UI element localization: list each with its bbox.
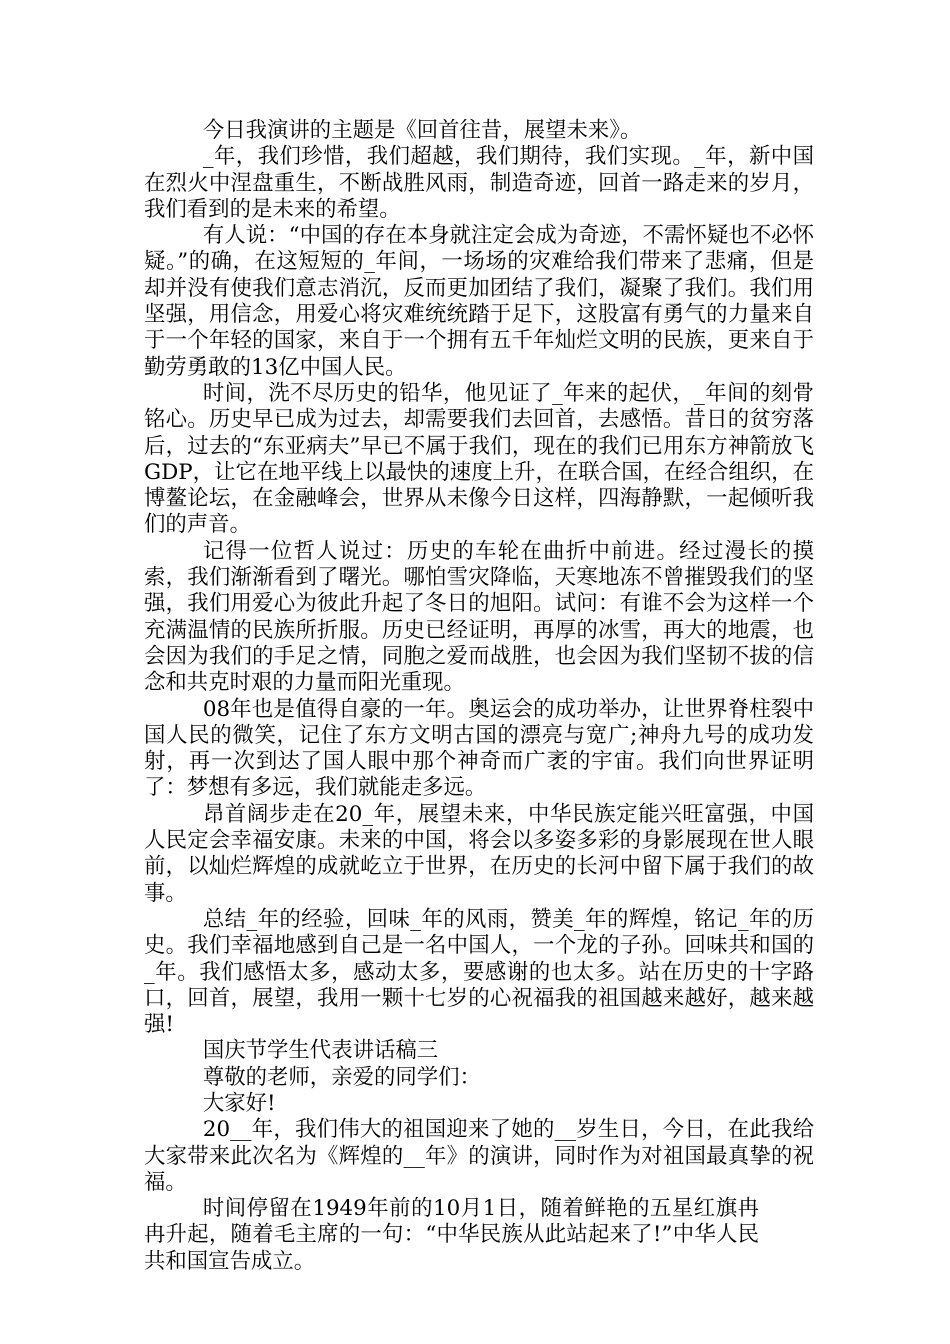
greeting: 大家好! <box>202 1090 276 1116</box>
body-paragraph: 昂首阔步走在20_年，展望未来，中华民族定能兴旺富强，中国人民定会幸福安康。未来的中国，将会以多姿多彩的身影展现在世人眼前，以灿烂辉煌的成就屹立于世界，在历史的长河中留下属于我们的故事。 <box>144 801 814 906</box>
section-heading: 国庆节学生代表讲话稿三 <box>202 1038 439 1064</box>
salutation: 尊敬的老师，亲爱的同学们： <box>202 1064 481 1090</box>
body-paragraph: 有人说：“中国的存在本身就注定会成为奇迹，不需怀疑也不必怀疑。”的确，在这短短的_年间，一场场的灾难给我们带来了悲痛，但是却并没有使我们意志消沉，反而更加团结了我们，凝聚了我们。我们用坚强，用信念，用爱心将灾难统统踏于足下，这股富有勇气的力量来自于一个年轻的国家，来自于一个拥有五千年灿烂文明的民族，更来自于勤劳勇敢的13亿中国人民。 <box>144 223 814 380</box>
body-paragraph: _年，我们珍惜，我们超越，我们期待，我们实现。_年，新中国在烈火中涅盘重生，不断战胜风雨，制造奇迹，回首一路走来的岁月，我们看到的是未来的希望。 <box>144 144 814 222</box>
body-paragraph: 时间，洗不尽历史的铅华，他见证了_年来的起伏，_年间的刻骨铭心。历史早已成为过去，却需要我们去回首，去感悟。昔日的贫穷落后，过去的“东亚病夫”早已不属于我们，现在的我们已用东方神箭放飞GDP，让它在地平线上以最快的速度上升，在联合国，在经合组织，在博鳌论坛，在金融峰会，世界从未像今日这样，四海静默，一起倾听我们的声音。 <box>144 380 814 538</box>
document-body <box>144 118 814 1275</box>
closing-paragraph: 总结_年的经验，回味_年的风雨，赞美_年的辉煌，铭记_年的历史。我们幸福地感到自己是一名中国人，一个龙的子孙。回味共和国的_年。我们感悟太多，感动太多，要感谢的也太多。站在历史的十字路口，回首，展望，我用一颗十七岁的心祝福我的祖国越来越好，越来越强! <box>144 906 814 1038</box>
body-paragraph: 记得一位哲人说过：历史的车轮在曲折中前进。经过漫长的摸索，我们渐渐看到了曙光。哪怕雪灾降临，天寒地冻不曾摧毁我们的坚强，我们用爱心为彼此升起了冬日的旭阳。试问：有谁不会为这样一个充满温情的民族所折服。历史已经证明，再厚的冰雪，再大的地震，也会因为我们的手足之情，同胞之爱而战胜，也会因为我们坚韧不拔的信念和共克时艰的力量而阳光重现。 <box>144 538 814 696</box>
body-paragraph: 时间停留在1949年前的10月1日，随着鲜艳的五星红旗冉冉升起，随着毛主席的一句：“中华民族从此站起来了!”中华人民共和国宣告成立。 <box>144 1196 759 1274</box>
body-paragraph: 08年也是值得自豪的一年。奥运会的成功举办，让世界脊柱裂中国人民的微笑，记住了东方文明古国的漂亮与宽广;神舟九号的成功发射，再一次到达了国人眼中那个神奇而广袤的宇宙。我们向世界证明了：梦想有多远，我们就能走多远。 <box>144 696 814 801</box>
body-paragraph: 20__年，我们伟大的祖国迎来了她的__岁生日，今日，在此我给大家带来此次名为《辉煌的__年》的演讲，同时作为对祖国最真挚的祝福。 <box>144 1117 814 1195</box>
intro-paragraph: 今日我演讲的主题是《回首往昔，展望未来》。 <box>202 118 642 143</box>
